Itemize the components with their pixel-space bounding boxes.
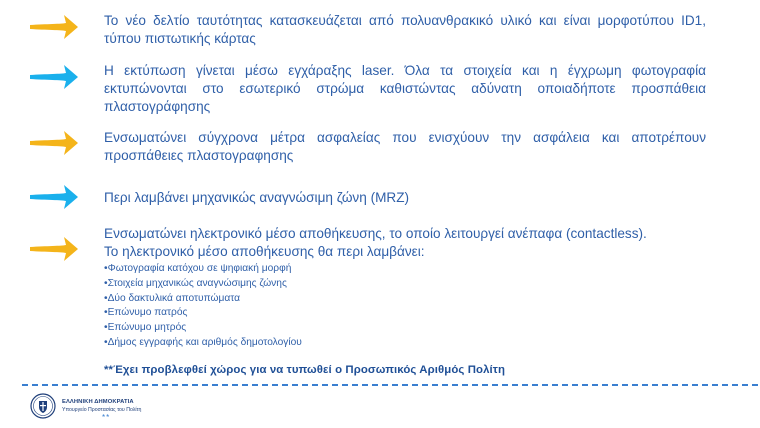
yellow-arrow-icon (28, 234, 80, 264)
item-1-text: Το νέο δελτίο ταυτότητας κατασκευάζεται από πολυανθρακικό υλικό και είναι μορφοτύπου ID1, τύπου πιστωτικής κάρτας (104, 13, 706, 46)
list-item: •Επώνυμο πατρός (104, 307, 188, 319)
yellow-arrow-icon (28, 128, 80, 158)
item-4-text: Περι λαμβάνει μηχανικώς αναγνώσιμη ζώνη (MRZ) (104, 190, 410, 205)
dashed-divider (22, 384, 758, 386)
hellenic-emblem-icon (30, 393, 56, 419)
item-5-text: Ενσωματώνει ηλεκτρονικό μέσο αποθήκευσης, το οποίο λειτουργεί ανέπαφα (contactless). Το ηλεκτρονικό μέσο αποθήκευσης θα περι λαμβάνει: (104, 226, 647, 259)
list-item: •Επώνυμο μητρός (104, 322, 187, 334)
yellow-arrow-icon (28, 12, 80, 42)
item-3-text: Ενσωματώνει σύγχρονα μέτρα ασφαλείας που ενισχύουν την ασφάλεια και αποτρέπουν προσπάθειες πλαστογραφησης (104, 130, 706, 163)
footer-stars: ** (102, 413, 111, 422)
blue-arrow-icon (28, 182, 80, 212)
blue-arrow-icon (28, 62, 80, 92)
list-item: •Δήμος εγγραφής και αριθμός δημοτολογίου (104, 336, 302, 348)
list-item: •Στοιχεία μηχανικώς αναγνώσιμης ζώνης (104, 277, 287, 289)
item-2-text: Η εκτύπωση γίνεται μέσω εγχάραξης laser. Όλα τα στοιχεία και η έγχρωμη φωτογραφία εκτυπώνονται στο εσωτερικό στρώμα καθιστώντας αδύνατη οποιαδήποτε προσπάθεια πλαστογράφησης (104, 63, 706, 114)
list-item: •Δύο δακτυλικά αποτυπώματα (104, 292, 240, 304)
list-item: •Φωτογραφία κατόχου σε ψηφιακή μορφή (104, 263, 292, 274)
personal-number-note: **Έχει προβλεφθεί χώρος για να τυπωθεί ο Προσωπικός Αριθμός Πολίτη (104, 364, 506, 376)
storage-contents-list (104, 262, 302, 351)
government-name: ΕΛΛΗΝΙΚΗ ΔΗΜΟΚΡΑΤΙΑ (62, 399, 134, 405)
ministry-name: Υπουργείο Προστασίας του Πολίτη (62, 407, 142, 413)
